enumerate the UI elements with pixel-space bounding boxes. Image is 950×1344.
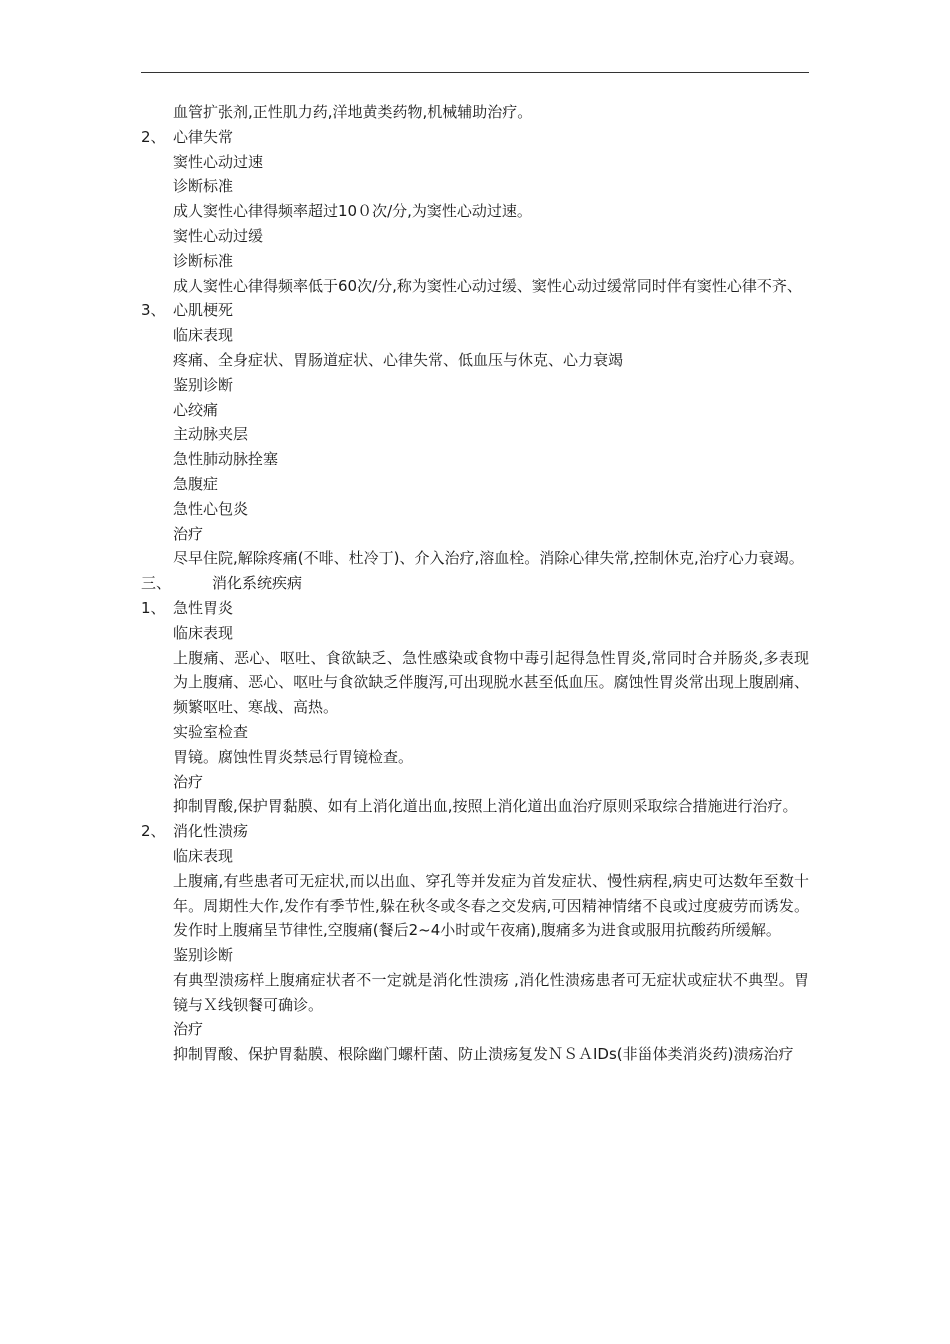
heading-number: 1、 [141,598,166,617]
heading-text: 消化性溃疡 [173,822,249,841]
paragraph: 抑制胃酸、保护胃黏膜、根除幽门螺杆菌、防止溃疡复发ＮＳＡIDs(非甾体类消炎药)溃疡治疗 [173,1045,794,1064]
text-line: 治疗 [173,1020,204,1039]
list-heading [141,125,809,150]
text-line: 急腹症 [173,474,219,493]
text-line: 心绞痛 [173,400,219,419]
header-rule [141,72,809,73]
heading-text: 消化系统疾病 [212,574,303,593]
text-line: 诊断标准 [173,251,234,270]
text-line: 急性心包炎 [173,499,249,518]
text-line: 临床表现 [173,326,234,345]
text-line: 治疗 [173,772,204,791]
paragraph: 上腹痛,有些患者可无症状,而以出血、穿孔等并发症为首发症状、慢性病程,病史可达数年至数十年。周期性大作,发作有季节性,躲在秋冬或冬春之交发病,可因精神情绪不良或过度疲劳而诱发。发作时上腹痛呈节律性,空腹痛(餐后2~4小时或午夜痛),腹痛多为进食或服用抗酸药所缓解。 [173,871,809,940]
list-heading [141,596,809,621]
section-heading [141,571,809,596]
list-heading [141,819,809,844]
text-line: 临床表现 [173,846,234,865]
heading-text: 心律失常 [173,127,234,146]
text-line: 主动脉夹层 [173,425,249,444]
heading-text: 心肌梗死 [173,301,234,320]
heading-text: 急性胃炎 [173,598,234,617]
document-body [141,100,809,1067]
text-line: 鉴别诊断 [173,946,234,965]
paragraph: 上腹痛、恶心、呕吐、食欲缺乏、急性感染或食物中毒引起得急性胃炎,常同时合并肠炎,多表现为上腹痛、恶心、呕吐与食欲缺乏伴腹泻,可出现脱水甚至低血压。腐蚀性胃炎常出现上腹剧痛、频繁呕吐、寒战、高热。 [173,648,809,717]
paragraph: 抑制胃酸,保护胃黏膜、如有上消化道出血,按照上消化道出血治疗原则采取综合措施进行治疗。 [173,797,798,816]
paragraph: 尽早住院,解除疼痛(不啡、杜冷丁)、介入治疗,溶血栓。消除心律失常,控制休克,治疗心力衰竭。 [173,549,804,568]
heading-number: 2、 [141,127,166,146]
text-line: 血管扩张剂,正性肌力药,洋地黄类药物,机械辅助治疗。 [173,103,533,121]
text-line: 鉴别诊断 [173,375,234,394]
text-line: 窦性心动过速 [173,152,264,171]
heading-number: 三、 [141,574,172,593]
text-line: 临床表现 [173,623,234,642]
text-line: 成人窦性心律得频率超过10０次/分,为窦性心动过速。 [173,202,532,221]
text-line: 实验室检查 [173,722,249,741]
text-line: 疼痛、全身症状、胃肠道症状、心律失常、低血压与休克、心力衰竭 [173,350,624,369]
paragraph: 成人窦性心律得频率低于60次/分,称为窦性心动过缓、窦性心动过缓常同时伴有窦性心律不齐、 [173,276,802,295]
list-heading [141,298,809,323]
text-line: 诊断标准 [173,177,234,196]
text-line: 胃镜。腐蚀性胃炎禁忌行胃镜检查。 [173,747,414,766]
heading-number: 2、 [141,822,166,841]
heading-number: 3、 [141,301,166,320]
text-line: 急性肺动脉拴塞 [173,450,279,469]
paragraph: 有典型溃疡样上腹痛症状者不一定就是消化性溃疡 ,消化性溃疡患者可无症状或症状不典型。胃镜与Ｘ线钡餐可确诊。 [173,970,809,1014]
text-line: 治疗 [173,524,204,543]
text-line: 窦性心动过缓 [173,226,264,245]
